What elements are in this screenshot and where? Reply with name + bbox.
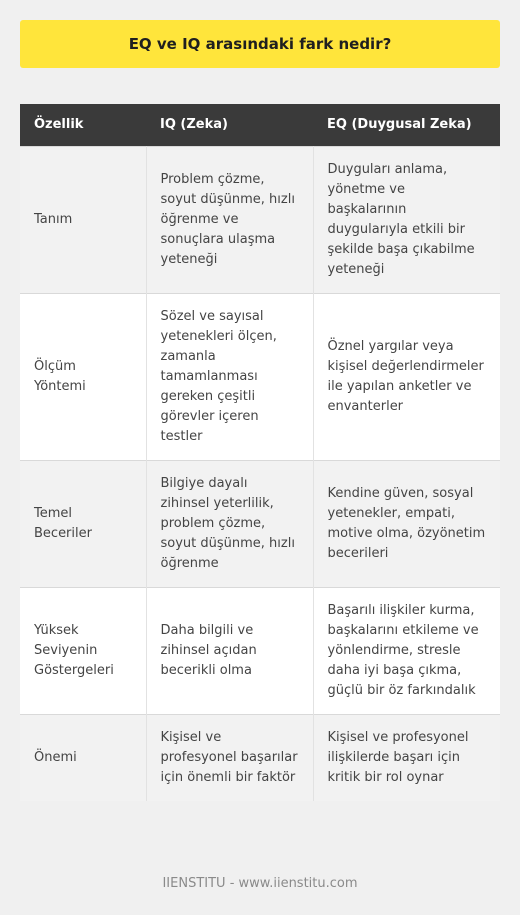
iq-cell: Kişisel ve profesyonel başarılar için önemli bir faktör — [146, 714, 313, 801]
feature-cell: Önemi — [20, 714, 146, 801]
table-header-row — [20, 104, 500, 146]
eq-cell: Kişisel ve profesyonel ilişkilerde başarı için kritik bir rol oynar — [313, 714, 500, 801]
header-feature: Özellik — [20, 104, 146, 146]
feature-cell: Yüksek Seviyenin Göstergeleri — [20, 587, 146, 714]
page-title: EQ ve IQ arasındaki fark nedir? — [128, 35, 392, 53]
header-iq: IQ (Zeka) — [146, 104, 313, 146]
table-row — [20, 460, 500, 587]
table-row — [20, 714, 500, 801]
iq-cell: Sözel ve sayısal yetenekleri ölçen, zamanla tamamlanması gereken çeşitli görevler içeren testler — [146, 293, 313, 460]
feature-cell: Temel Beceriler — [20, 460, 146, 587]
eq-cell: Kendine güven, sosyal yetenekler, empati, motive olma, özyönetim becerileri — [313, 460, 500, 587]
comparison-table — [20, 104, 500, 801]
eq-cell: Öznel yargılar veya kişisel değerlendirmeler ile yapılan anketler ve envanterler — [313, 293, 500, 460]
feature-cell: Ölçüm Yöntemi — [20, 293, 146, 460]
table-row — [20, 293, 500, 460]
iq-cell: Problem çözme, soyut düşünme, hızlı öğrenme ve sonuçlara ulaşma yeteneği — [146, 146, 313, 293]
footer-credit: IIENSTITU - www.iienstitu.com — [162, 876, 358, 891]
header-eq: EQ (Duygusal Zeka) — [313, 104, 500, 146]
eq-cell: Başarılı ilişkiler kurma, başkalarını etkileme ve yönlendirme, stresle daha iyi başa çıkma, güçlü bir öz farkındalık — [313, 587, 500, 714]
eq-cell: Duyguları anlama, yönetme ve başkalarının duygularıyla etkili bir şekilde başa çıkabilme yeteneği — [313, 146, 500, 293]
iq-cell: Daha bilgili ve zihinsel açıdan becerikli olma — [146, 587, 313, 714]
title-banner — [20, 20, 500, 68]
table-row — [20, 146, 500, 293]
table-row — [20, 587, 500, 714]
feature-cell: Tanım — [20, 146, 146, 293]
iq-cell: Bilgiye dayalı zihinsel yeterlilik, problem çözme, soyut düşünme, hızlı öğrenme — [146, 460, 313, 587]
